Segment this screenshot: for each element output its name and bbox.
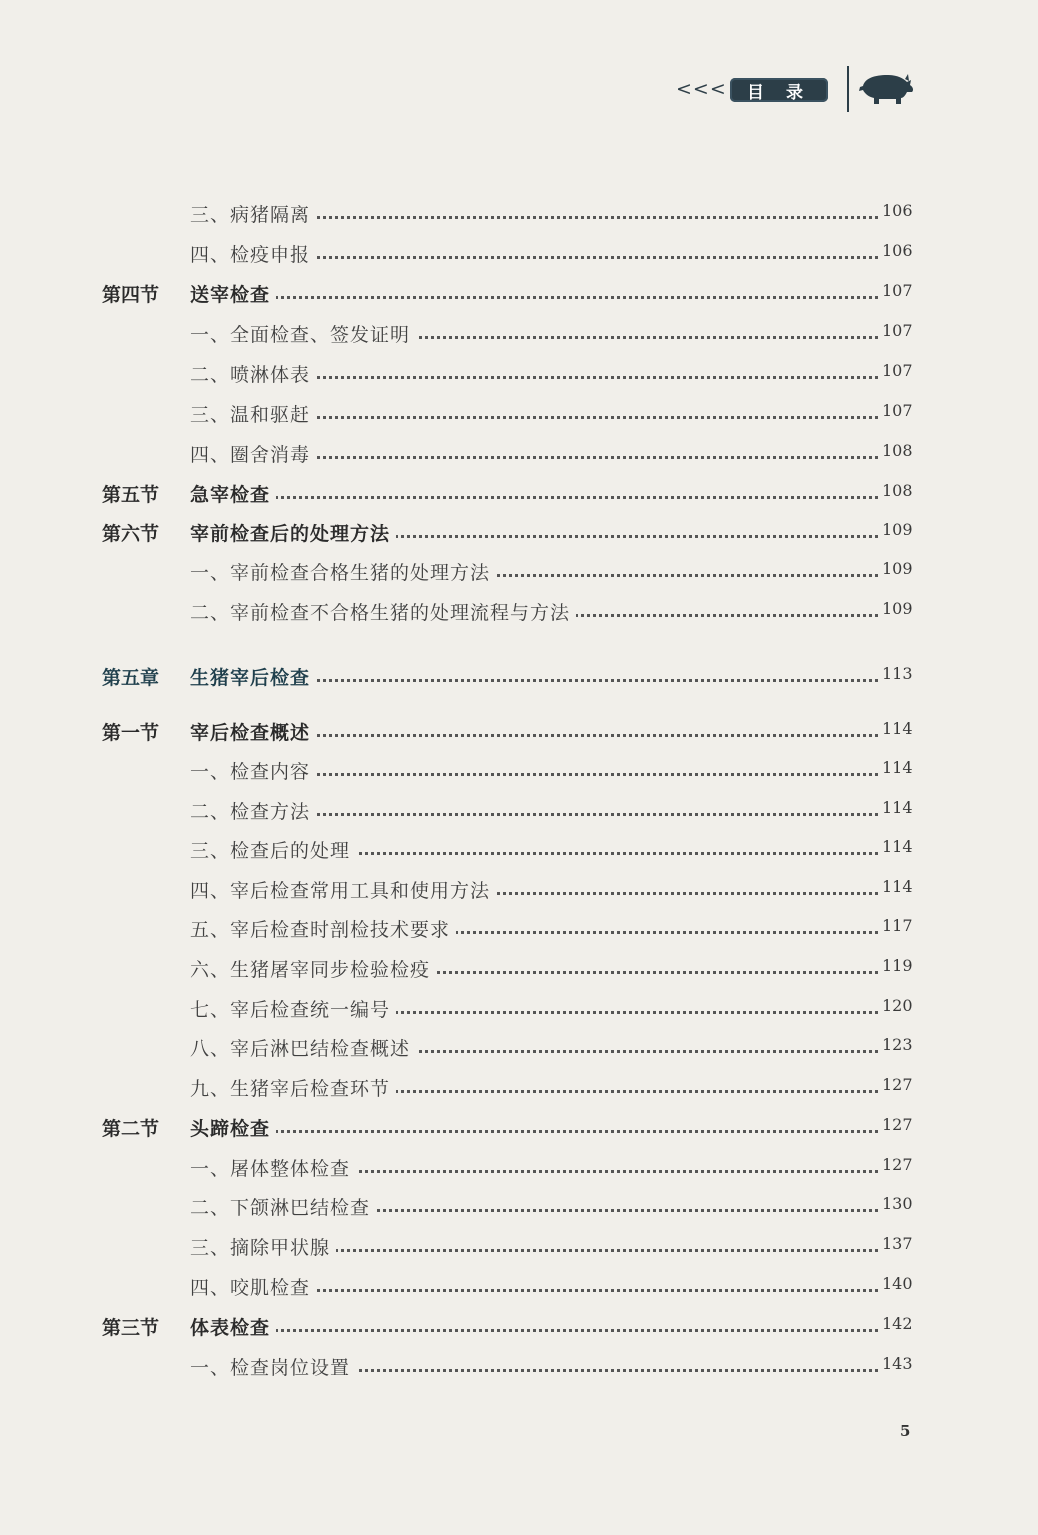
pig-icon xyxy=(857,70,915,106)
toc-title: 二、检查方法 xyxy=(190,797,316,824)
toc-item[interactable] xyxy=(0,1193,1038,1223)
toc-page-number: 114 xyxy=(878,758,918,777)
toc-item[interactable] xyxy=(0,598,1038,628)
toc-page-number: 107 xyxy=(878,321,918,340)
toc-page-number: 114 xyxy=(878,719,918,738)
toc-title: 三、检查后的处理 xyxy=(190,836,356,863)
toc-section[interactable] xyxy=(0,519,1038,549)
toc-item[interactable] xyxy=(0,1233,1038,1263)
toc-title: 一、检查内容 xyxy=(190,757,316,784)
toc-section[interactable] xyxy=(0,280,1038,310)
toc-item[interactable] xyxy=(0,797,1038,827)
header-chevrons: <<< xyxy=(676,78,727,100)
toc-title: 六、生猪屠宰同步检验检疫 xyxy=(190,955,436,982)
toc-section[interactable] xyxy=(0,480,1038,510)
toc-item[interactable] xyxy=(0,1353,1038,1383)
toc-page-number: 109 xyxy=(878,599,918,618)
leader-dots xyxy=(190,496,878,499)
toc-item[interactable] xyxy=(0,876,1038,906)
toc-title: 四、宰后检查常用工具和使用方法 xyxy=(190,876,496,903)
toc-title: 一、宰前检查合格生猪的处理方法 xyxy=(190,558,496,585)
toc-page-number: 130 xyxy=(878,1194,918,1213)
leader-dots xyxy=(190,1130,878,1133)
toc-title: 四、圈舍消毒 xyxy=(190,440,316,467)
toc-title: 三、病猪隔离 xyxy=(190,200,316,227)
toc-title: 三、摘除甲状腺 xyxy=(190,1233,336,1260)
toc-section[interactable] xyxy=(0,1114,1038,1144)
toc-title: 一、全面检查、签发证明 xyxy=(190,320,416,347)
toc-title: 二、喷淋体表 xyxy=(190,360,316,387)
toc-page-number: 127 xyxy=(878,1115,918,1134)
toc-item[interactable] xyxy=(0,995,1038,1025)
toc-label: 第五章 xyxy=(102,667,160,689)
toc-title: 体表检查 xyxy=(190,1313,276,1340)
toc-label: 第五节 xyxy=(102,484,160,506)
toc-title: 四、检疫申报 xyxy=(190,240,316,267)
toc-item[interactable] xyxy=(0,440,1038,470)
toc-item[interactable] xyxy=(0,400,1038,430)
toc-label: 第四节 xyxy=(102,284,160,306)
toc-item[interactable] xyxy=(0,1154,1038,1184)
toc-label: 第一节 xyxy=(102,722,160,744)
toc-title: 二、下颌淋巴结检查 xyxy=(190,1193,376,1220)
toc-title: 四、咬肌检查 xyxy=(190,1273,316,1300)
toc-title: 宰前检查后的处理方法 xyxy=(190,519,396,546)
toc-item[interactable] xyxy=(0,757,1038,787)
toc-title: 七、宰后检查统一编号 xyxy=(190,995,396,1022)
toc-page-number: 123 xyxy=(878,1035,918,1054)
toc-page-number: 107 xyxy=(878,361,918,380)
toc-page-number: 108 xyxy=(878,481,918,500)
toc-item[interactable] xyxy=(0,836,1038,866)
toc-item[interactable] xyxy=(0,200,1038,230)
toc-item[interactable] xyxy=(0,915,1038,945)
toc-title: 三、温和驱赶 xyxy=(190,400,316,427)
toc-page-number: 142 xyxy=(878,1314,918,1333)
toc-page-number: 120 xyxy=(878,996,918,1015)
toc-page-number: 127 xyxy=(878,1075,918,1094)
toc-title: 一、检查岗位设置 xyxy=(190,1353,356,1380)
toc-item[interactable] xyxy=(0,1034,1038,1064)
toc-page-number: 108 xyxy=(878,441,918,460)
toc-item[interactable] xyxy=(0,955,1038,985)
toc-section[interactable] xyxy=(0,718,1038,748)
toc-item[interactable] xyxy=(0,558,1038,588)
leader-dots xyxy=(190,1329,878,1332)
toc-chapter[interactable] xyxy=(0,663,1038,693)
toc-page-number: 143 xyxy=(878,1354,918,1373)
toc-title: 送宰检查 xyxy=(190,280,276,307)
toc-page-number: 109 xyxy=(878,520,918,539)
toc-page-number: 119 xyxy=(878,956,918,975)
toc-title: 九、生猪宰后检查环节 xyxy=(190,1074,396,1101)
toc-item[interactable] xyxy=(0,320,1038,350)
toc-page-number: 114 xyxy=(878,877,918,896)
toc-title: 五、宰后检查时剖检技术要求 xyxy=(190,915,456,942)
toc-page-number: 137 xyxy=(878,1234,918,1253)
toc-page-number: 106 xyxy=(878,201,918,220)
toc-item[interactable] xyxy=(0,360,1038,390)
toc-title: 头蹄检查 xyxy=(190,1114,276,1141)
header-title-badge: 目 录 xyxy=(730,78,828,102)
toc-page-number: 107 xyxy=(878,281,918,300)
toc-page-number: 117 xyxy=(878,916,918,935)
toc-page-number: 127 xyxy=(878,1155,918,1174)
toc-label: 第二节 xyxy=(102,1118,160,1140)
toc-title: 一、屠体整体检查 xyxy=(190,1154,356,1181)
toc-label: 第六节 xyxy=(102,523,160,545)
toc-page-number: 113 xyxy=(878,664,918,683)
toc-page-number: 109 xyxy=(878,559,918,578)
toc-item[interactable] xyxy=(0,1074,1038,1104)
page-number: 5 xyxy=(900,1422,911,1440)
toc-title: 急宰检查 xyxy=(190,480,276,507)
toc-page-number: 106 xyxy=(878,241,918,260)
toc-title: 生猪宰后检查 xyxy=(190,663,316,690)
toc-page-number: 140 xyxy=(878,1274,918,1293)
toc-item[interactable] xyxy=(0,1273,1038,1303)
toc-title: 宰后检查概述 xyxy=(190,718,316,745)
leader-dots xyxy=(190,296,878,299)
toc-page-number: 107 xyxy=(878,401,918,420)
header-divider xyxy=(847,66,849,112)
toc-page-number: 114 xyxy=(878,837,918,856)
toc-title: 八、宰后淋巴结检查概述 xyxy=(190,1034,416,1061)
toc-section[interactable] xyxy=(0,1313,1038,1343)
toc-title: 二、宰前检查不合格生猪的处理流程与方法 xyxy=(190,598,576,625)
toc-label: 第三节 xyxy=(102,1317,160,1339)
toc-item[interactable] xyxy=(0,240,1038,270)
toc-page-number: 114 xyxy=(878,798,918,817)
